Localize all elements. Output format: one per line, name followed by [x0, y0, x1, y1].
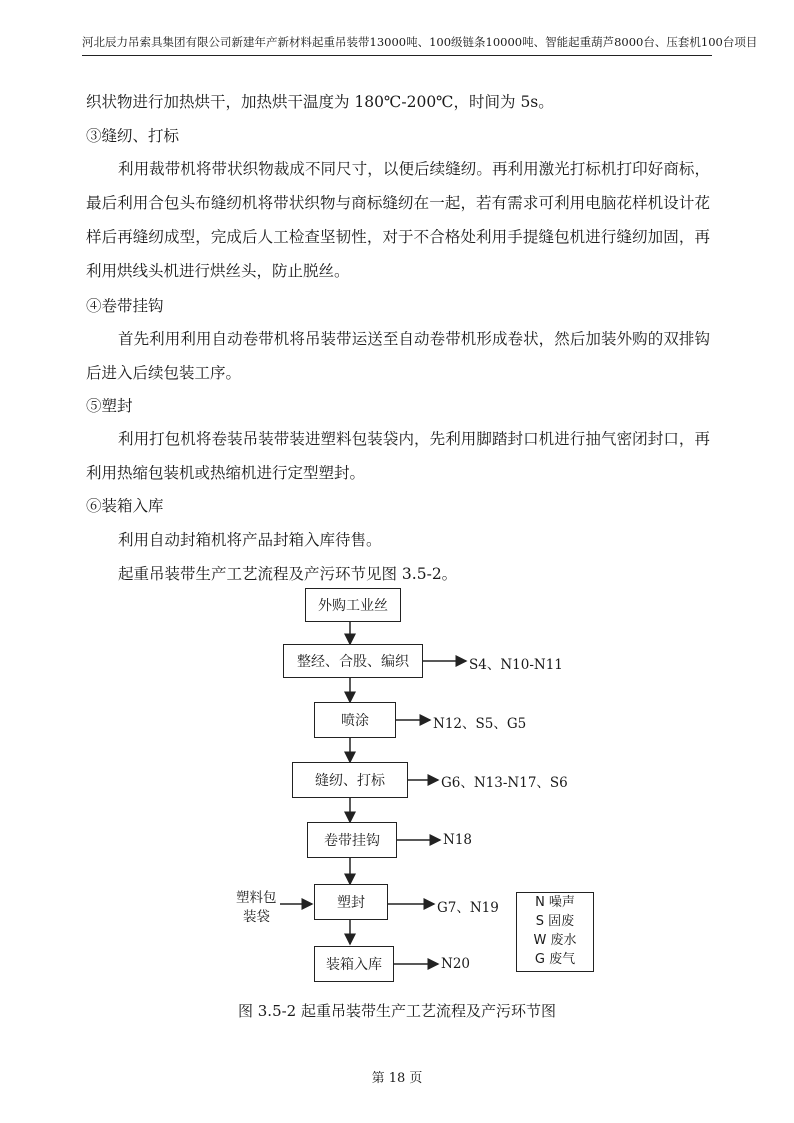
heading-sewing: ③缝纫、打标	[86, 127, 180, 145]
flow-step-warping-weaving: 整经、合股、编织	[283, 644, 423, 678]
flow-output-1: S4、N10-N11	[469, 657, 563, 673]
page-number: 第 18 页	[371, 1071, 423, 1086]
page-header: 河北辰力吊索具集团有限公司新建年产新材料起重吊装带13000吨、100级链条10000吨、智能起重葫芦8000台、压套机100台项目	[82, 35, 758, 49]
flow-step-sewing-marking: 缝纫、打标	[292, 762, 408, 798]
flow-legend	[516, 892, 594, 972]
flow-step-sealing: 塑封	[314, 884, 388, 920]
paragraph-rolling: 首先利用利用自动卷带机将吊装带运送至自动卷带机形成卷状，然后加装外购的双排钩后进入后续包装工序。	[86, 330, 710, 382]
flow-step-raw-yarn: 外购工业丝	[305, 588, 401, 622]
legend-waste-water: W 废水	[533, 933, 577, 948]
paragraph-figure-ref: 起重吊装带生产工艺流程及产污环节见图 3.5-2。	[118, 565, 458, 583]
legend-noise: N 噪声	[535, 895, 575, 910]
flow-output-6: N20	[441, 956, 470, 972]
heading-boxing: ⑥装箱入库	[86, 497, 164, 515]
flow-input-label-line1: 塑料包	[236, 890, 277, 906]
legend-waste-gas: G 废气	[534, 952, 576, 967]
heading-sealing: ⑤塑封	[86, 397, 133, 415]
figure-caption: 图 3.5-2 起重吊装带生产工艺流程及产污环节图	[237, 1002, 556, 1020]
flow-step-spraying: 喷涂	[314, 702, 396, 738]
paragraph-drying: 织状物进行加热烘干，加热烘干温度为 180℃-200℃，时间为 5s。	[86, 93, 554, 111]
legend-solid-waste: S 固废	[535, 914, 575, 929]
flow-input-label-line2: 装袋	[243, 909, 270, 925]
paragraph-boxing: 利用自动封箱机将产品封箱入库待售。	[118, 531, 382, 549]
paragraph-sewing: 利用裁带机将带状织物裁成不同尺寸，以便后续缝纫。再利用激光打标机打印好商标，最后利用合包头布缝纫机将带状织物与商标缝纫在一起，若有需求可利用电脑花样机设计花样后再缝纫成型，完成后人工检查坚韧性，对于不合格处利用手提缝包机进行缝纫加固，再利用烘线头机进行烘丝头，防止脱丝。	[86, 160, 710, 280]
flow-output-2: N12、S5、G5	[433, 716, 527, 732]
paragraph-sealing: 利用打包机将卷装吊装带装进塑料包装袋内，先利用脚踏封口机进行抽气密闭封口，再利用热缩包装机或热缩机进行定型塑封。	[86, 430, 710, 482]
flow-output-3: G6、N13-N17、S6	[441, 775, 568, 791]
flow-step-boxing: 装箱入库	[314, 946, 394, 982]
heading-rolling: ④卷带挂钩	[86, 297, 164, 315]
flow-output-5: G7、N19	[437, 900, 499, 916]
flow-output-4: N18	[443, 832, 472, 848]
flow-step-rolling-hooking: 卷带挂钩	[307, 822, 397, 858]
